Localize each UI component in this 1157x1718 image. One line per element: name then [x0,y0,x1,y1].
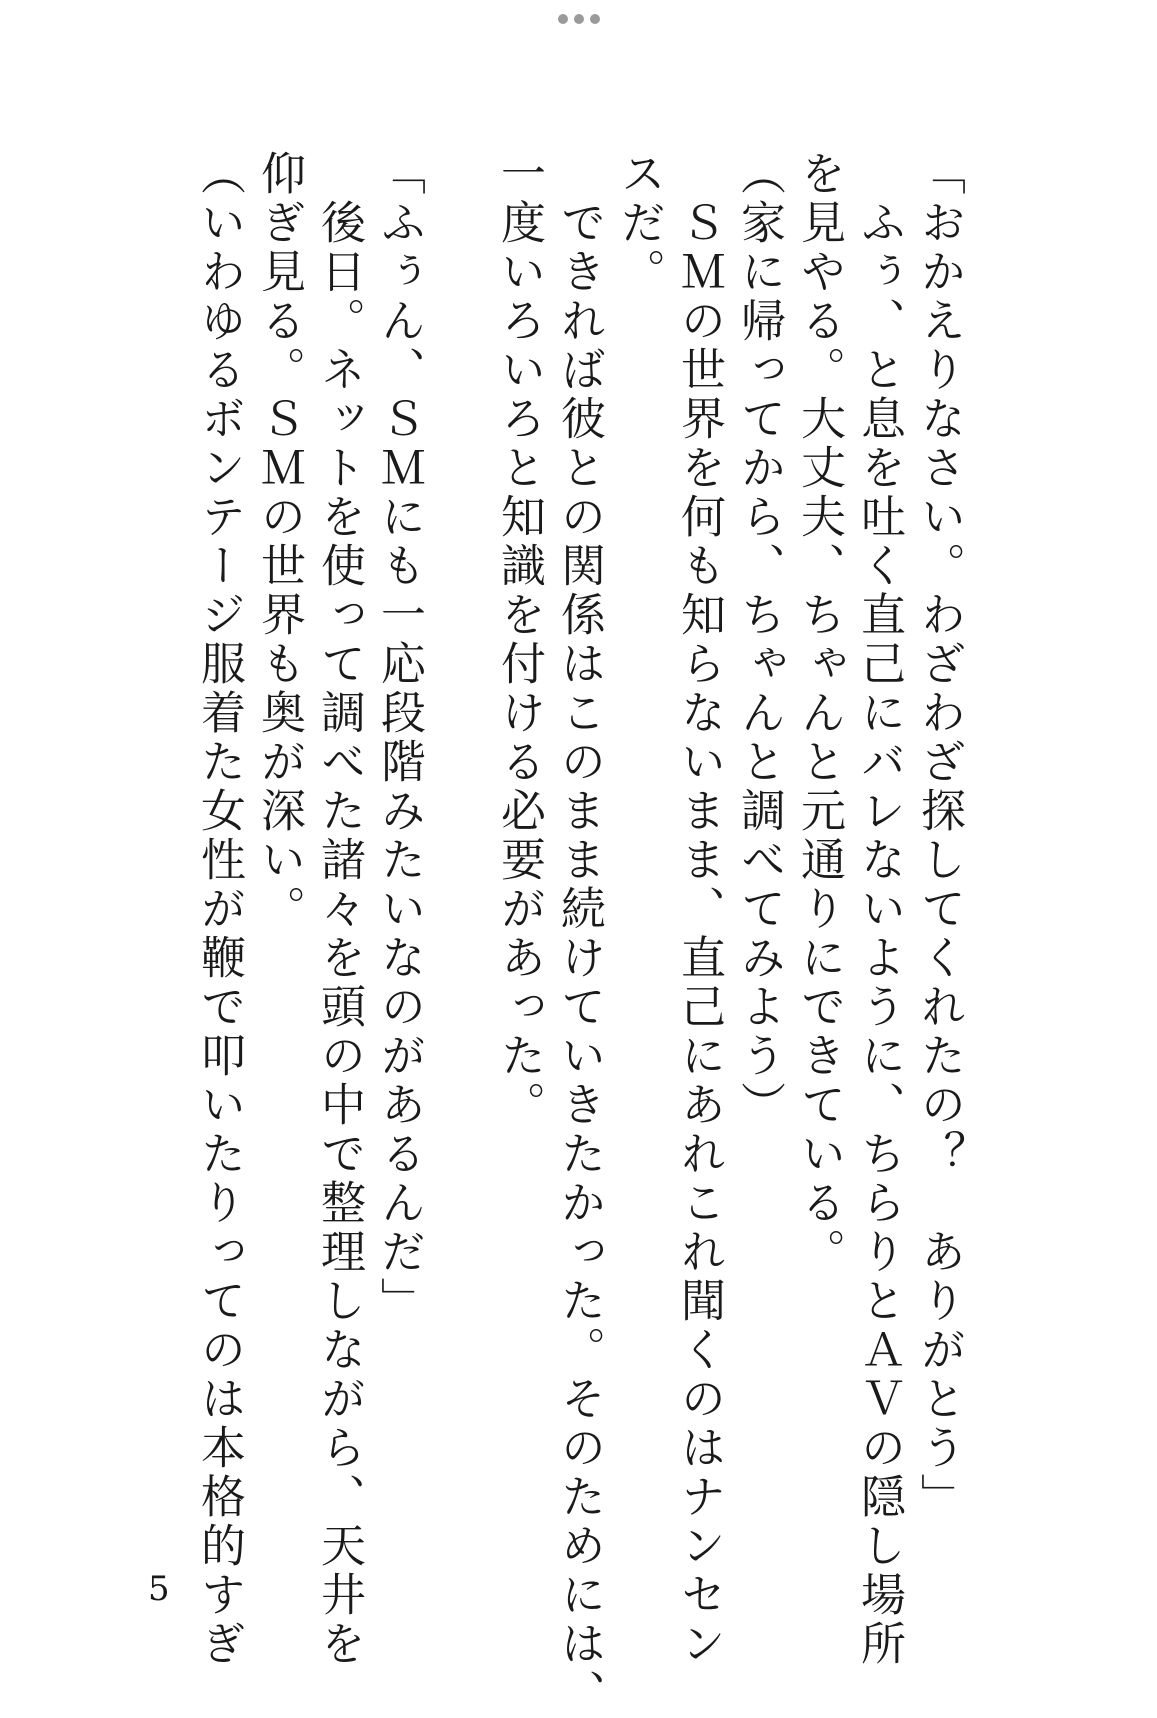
dot-icon [558,14,568,24]
text-column: スだ。 [613,150,666,297]
text-column: 「ふぅん、ＳＭにも一応段階みたいなのがあるんだ」 [373,150,426,1326]
vertical-text-body [179,150,969,1718]
dot-icon [574,14,584,24]
text-column: 「おかえりなさい。わざわざ探してくれたの？ ありがとう」 [913,150,966,1522]
dot-icon [590,14,600,24]
more-options-indicator[interactable] [558,14,600,24]
text-column: 一度いろいろと知識を付ける必要があった。 [493,150,546,1130]
text-column: できれば彼との関係はこのまま続けていきたかった。そのためには、 [553,150,606,1718]
text-column: 仰ぎ見る。ＳＭの世界も奥が深い。 [253,150,306,934]
text-column: ふぅ、と息を吐く直己にバレないように、ちらりとＡＶの隠し場所 [853,150,906,1669]
text-column: （いわゆるボンテージ服着た女性が鞭で叩いたりってのは本格的すぎ [193,150,246,1669]
text-column: （家に帰ってから、ちゃんと調べてみよう） [733,150,786,1130]
blank-line [429,150,489,1510]
text-column: 後日。ネットを使って調べた諸々を頭の中で整理しながら、天井を [313,150,366,1669]
page-number: 5 [148,1569,170,1609]
text-column: ＳＭの世界を何も知らないまま、直己にあれこれ聞くのはナンセン [673,150,726,1669]
text-column: を見やる。大丈夫、ちゃんと元通りにできている。 [793,150,846,1277]
